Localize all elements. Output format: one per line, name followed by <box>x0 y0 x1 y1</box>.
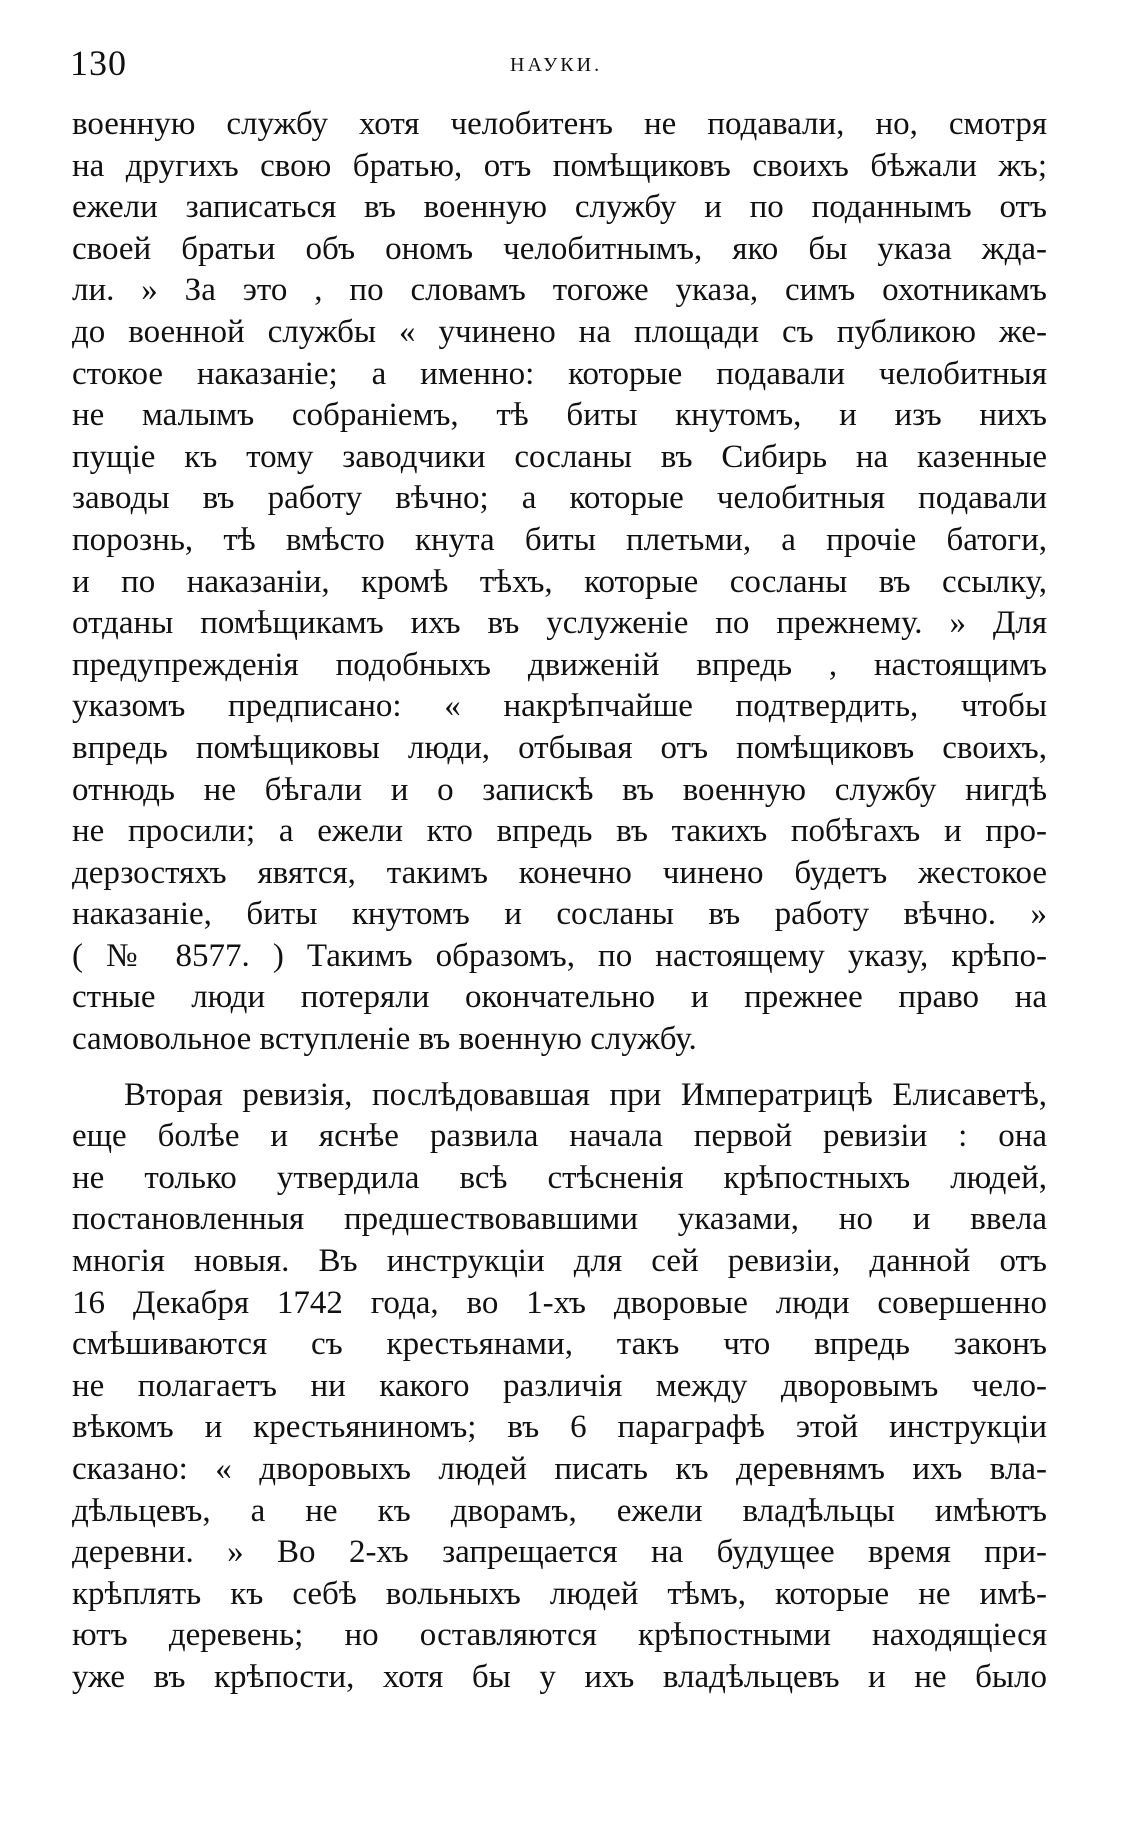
text-line: впредь помѣщиковы люди, отбывая отъ помѣщиковъ своихъ, <box>72 729 1047 766</box>
running-head: НАУКИ. <box>510 54 603 76</box>
text-line: ( № 8577. ) Такимъ образомъ, по настоящему указу, крѣпо- <box>72 937 1047 974</box>
body-text <box>72 104 1047 1699</box>
page-number: 130 <box>70 43 127 83</box>
text-line: указомъ предписано: « накрѣпчайше подтвердить, чтобы <box>72 688 1047 725</box>
text-line: до военной службы « учинено на площади съ публикою же- <box>72 313 1047 350</box>
text-line: стокое наказаніе; а именно: которые подавали челобитныя <box>72 355 1047 392</box>
text-line: не полагаетъ ни какого различія между дворовымъ чело- <box>72 1367 1047 1404</box>
text-line: ютъ деревень; но оставляются крѣпостными находящіеся <box>72 1617 1047 1654</box>
text-line: дѣльцевъ, а не къ дворамъ, ежели владѣльцы имѣютъ <box>72 1492 1047 1529</box>
text-line: наказаніе, биты кнутомъ и сосланы въ работу вѣчно. » <box>72 896 1047 933</box>
text-line: предупрежденія подобныхъ движеній впредь , настоящимъ <box>72 646 1047 683</box>
text-line: многія новыя. Въ инструкціи для сей ревизіи, данной отъ <box>72 1243 1047 1280</box>
text-line: и по наказаніи, кромѣ тѣхъ, которые сосланы въ ссылку, <box>72 563 1047 600</box>
text-line: дерзостяхъ явятся, такимъ конечно чинено будетъ жестокое <box>72 854 1047 891</box>
text-line: пущіе къ тому заводчики сосланы въ Сибирь на казенные <box>72 438 1047 475</box>
paragraph-2 <box>72 1075 1047 1699</box>
text-line: 16 Декабря 1742 года, во 1-хъ дворовые люди совершенно <box>72 1284 1047 1321</box>
text-line: смѣшиваются съ крестьянами, такъ что впредь законъ <box>72 1326 1047 1363</box>
text-line: своей братьи объ ономъ челобитнымъ, яко бы указа жда- <box>72 230 1047 267</box>
text-line: деревни. » Во 2-хъ запрещается на будущее время при- <box>72 1534 1047 1571</box>
text-line: уже въ крѣпости, хотя бы у ихъ владѣльцевъ и не было <box>72 1658 1047 1695</box>
text-line: стные люди потеряли окончательно и прежнее право на <box>72 979 1047 1016</box>
text-line: крѣплять къ себѣ вольныхъ людей тѣмъ, которые не имѣ- <box>72 1575 1047 1612</box>
paragraph-1 <box>72 104 1047 1061</box>
text-line: не малымъ собраніемъ, тѣ биты кнутомъ, и изъ нихъ <box>72 397 1047 434</box>
text-line: не только утвердила всѣ стѣсненія крѣпостныхъ людей, <box>72 1159 1047 1196</box>
text-line: ежели записаться въ военную службу и по поданнымъ отъ <box>72 189 1047 226</box>
text-line: отнюдь не бѣгали и о запискѣ въ военную службу нигдѣ <box>72 771 1047 808</box>
text-line: порознь, тѣ вмѣсто кнута биты плетьми, а прочіе батоги, <box>72 521 1047 558</box>
text-line: не просили; а ежели кто впредь въ такихъ побѣгахъ и про- <box>72 813 1047 850</box>
paragraph-gap <box>72 1061 1047 1075</box>
text-line: еще болѣе и яснѣе развила начала первой ревизіи : она <box>72 1118 1047 1155</box>
text-line: отданы помѣщикамъ ихъ въ услуженіе по прежнему. » Для <box>72 605 1047 642</box>
text-line: постановленныя предшествовавшими указами, но и ввела <box>72 1201 1047 1238</box>
page-header <box>70 42 1050 92</box>
text-line: заводы въ работу вѣчно; а которые челобитныя подавали <box>72 480 1047 517</box>
text-line: Вторая ревизія, послѣдовавшая при Императрицѣ Елисаветѣ, <box>124 1076 1047 1113</box>
text-line: самовольное вступленіе въ военную службу. <box>72 1021 697 1058</box>
text-line: ли. » За это , по словамъ тогоже указа, симъ охотникамъ <box>72 272 1047 309</box>
text-line: сказано: « дворовыхъ людей писать къ деревнямъ ихъ вла- <box>72 1451 1047 1487</box>
text-line: военную службу хотя челобитенъ не подавали, но, смотря <box>72 106 1047 142</box>
text-line: на другихъ свою братью, отъ помѣщиковъ своихъ бѣжали жъ; <box>72 147 1047 184</box>
text-line: вѣкомъ и крестьяниномъ; въ 6 параграфѣ этой инструкціи <box>72 1409 1047 1446</box>
